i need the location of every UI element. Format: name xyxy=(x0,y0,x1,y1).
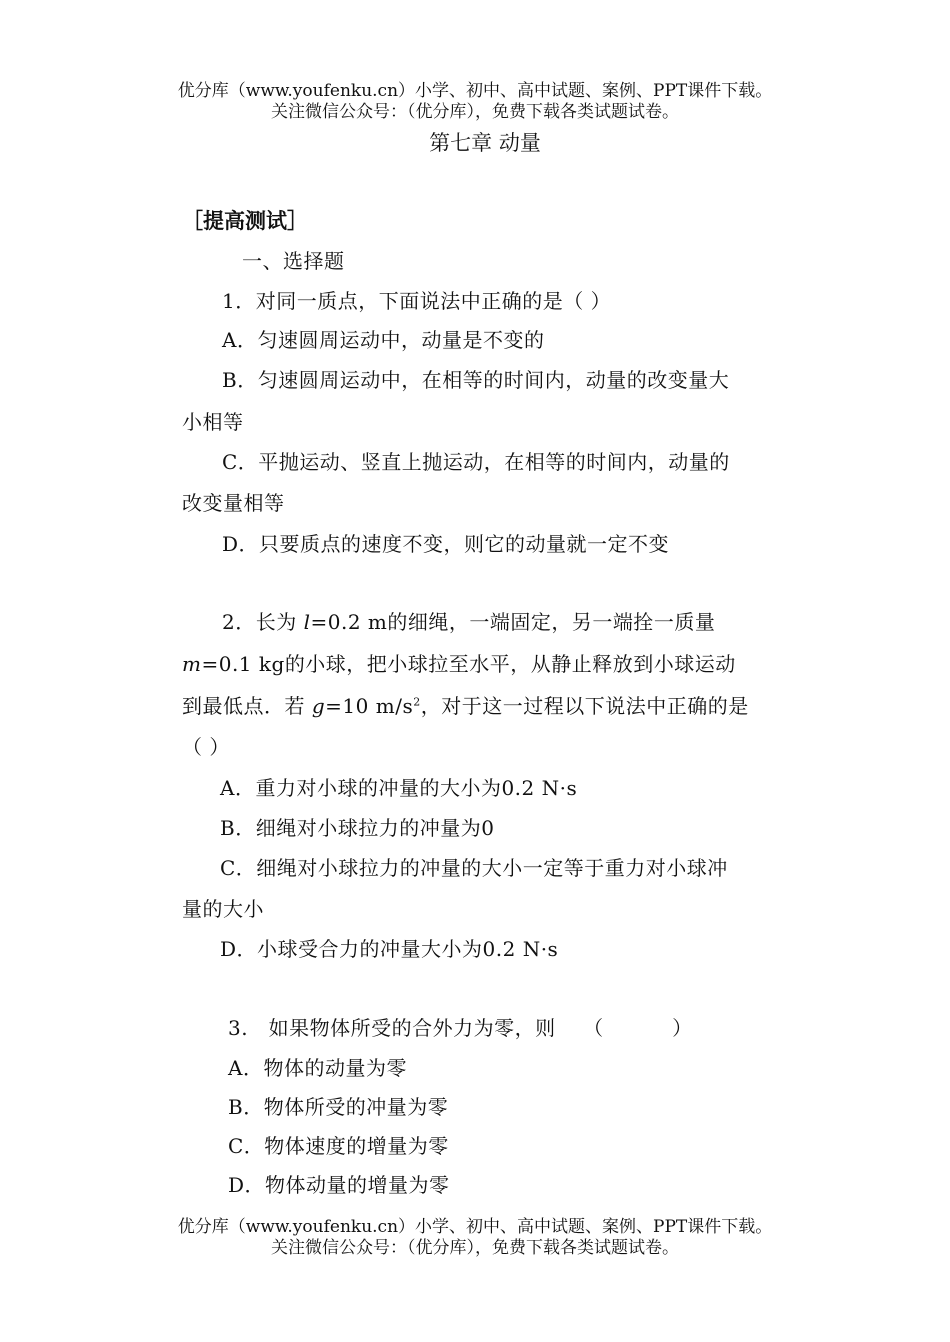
chapter-title: 第七章 动量 xyxy=(429,131,541,155)
q2-stem-line-3: 到最低点．若 g=10 $m/s^2$，对于这一过程以下说法中正确的是 xyxy=(182,694,749,718)
header-line-2: 关注微信公众号：（优分库），免费下载各类试题试卷。 xyxy=(271,102,679,122)
q3-option-d: D．物体动量的增量为零 xyxy=(228,1173,450,1197)
q3-option-a: A．物体的动量为零 xyxy=(228,1056,407,1080)
q2-option-c: C．细绳对小球拉力的冲量的大小一定等于重力对小球冲 xyxy=(220,856,728,880)
q2-stem-line-2: m=0.1 kg的小球，把小球拉至水平，从静止释放到小球运动 xyxy=(182,652,736,676)
q1-option-c-cont: 改变量相等 xyxy=(182,491,285,515)
q2-answer-blank: （ ） xyxy=(182,735,230,759)
q2-option-c-cont: 量的大小 xyxy=(182,897,264,921)
section-title: ［提高测试］ xyxy=(182,208,308,233)
footer-line-2: 关注微信公众号：（优分库），免费下载各类试题试卷。 xyxy=(271,1238,679,1258)
footer-line-1: 优分库（www.youfenku.cn）小学、初中、高中试题、案例、PPT课件下载。 xyxy=(177,1217,773,1237)
q3-option-c: C．物体速度的增量为零 xyxy=(228,1134,449,1158)
q1-option-c: C．平抛运动、竖直上抛运动，在相等的时间内，动量的 xyxy=(222,450,730,474)
q2-option-b: B．细绳对小球拉力的冲量为0 xyxy=(220,816,495,840)
q2-stem-line-1: 2．长为 l=0.2 m的细绳，一端固定，另一端拴一质量 xyxy=(222,610,716,634)
q2-option-d: D．小球受合力的冲量大小为0.2 N·s xyxy=(220,937,559,961)
q1-option-a: A．匀速圆周运动中，动量是不变的 xyxy=(222,328,545,352)
q1-option-b-cont: 小相等 xyxy=(182,410,244,434)
q2-option-a: A．重力对小球的冲量的大小为0.2 N·s xyxy=(220,776,578,800)
q3-option-b: B．物体所受的冲量为零 xyxy=(228,1095,449,1119)
q3-stem: 3. 如果物体所受的合外力为零，则 （ ） xyxy=(228,1016,693,1040)
part-title: 一、选择题 xyxy=(242,249,345,273)
header-line-1: 优分库（www.youfenku.cn）小学、初中、高中试题、案例、PPT课件下载。 xyxy=(177,81,773,101)
q1-stem: 1．对同一质点，下面说法中正确的是（ ） xyxy=(222,289,612,313)
q1-option-b: B．匀速圆周运动中，在相等的时间内，动量的改变量大 xyxy=(222,368,730,392)
q1-option-d: D．只要质点的速度不变，则它的动量就一定不变 xyxy=(222,532,670,556)
